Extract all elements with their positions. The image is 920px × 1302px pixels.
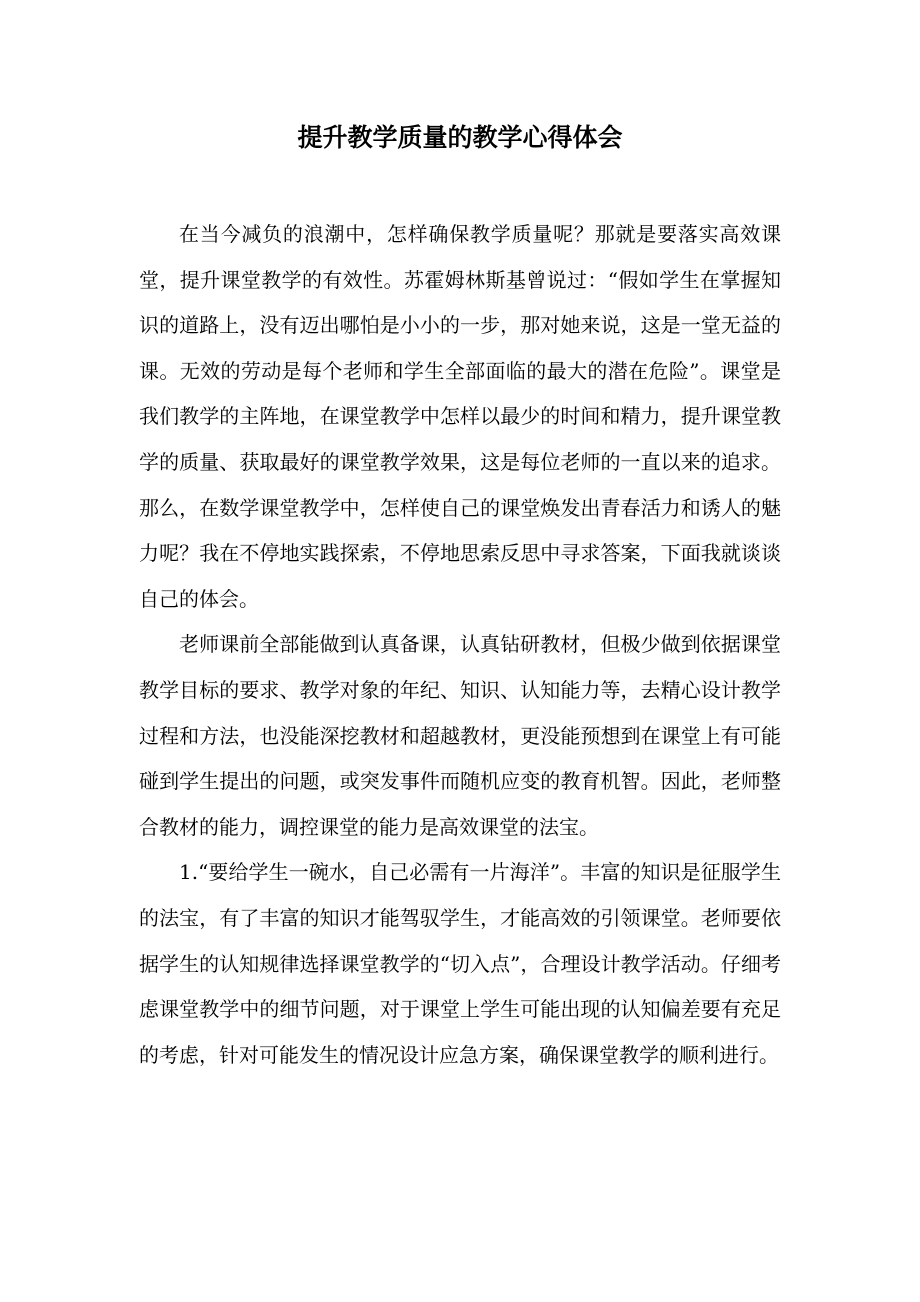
paragraph-point-1: 1.“要给学生一碗水，自己必需有一片海洋”。丰富的知识是征服学生的法宝，有了丰富的知识才能驾驭学生，才能高效的引领课堂。老师要依据学生的认知规律选择课堂教学的“切入点”，合理设计教学活动。仔细考虑课堂教学中的细节问题，对于课堂上学生可能出现的认知偏差要有充足的考虑，针对可能发生的情况设计应急方案，确保课堂教学的顺利进行。 [139,860,781,1067]
document-title: 提升教学质量的教学心得体会 [297,123,623,152]
paragraph-lesson-preparation: 老师课前全部能做到认真备课，认真钻研教材，但极少做到依据课堂教学目标的要求、教学对象的年纪、知识、认知能力等，去精心设计教学过程和方法，也没能深挖教材和超越教材，更没能预想到在课堂上有可能碰到学生提出的问题，或突发事件而随机应变的教育机智。因此，老师整合教材的能力，调控课堂的能力是高效课堂的法宝。 [139,632,781,839]
paragraph-intro: 在当今减负的浪潮中，怎样确保教学质量呢？那就是要落实高效课堂，提升课堂教学的有效性。苏霍姆林斯基曾说过：“假如学生在掌握知识的道路上，没有迈出哪怕是小小的一步，那对她来说，这是一堂无益的课。无效的劳动是每个老师和学生全部面临的最大的潜在危险”。课堂是我们教学的主阵地，在课堂教学中怎样以最少的时间和精力，提升课堂教学的质量、获取最好的课堂教学效果，这是每位老师的一直以来的追求。那么，在数学课堂教学中，怎样使自己的课堂焕发出青春活力和诱人的魅力呢？我在不停地实践探索，不停地思索反思中寻求答案，下面我就谈谈自己的体会。 [139,222,781,611]
document-body [139,212,781,1078]
